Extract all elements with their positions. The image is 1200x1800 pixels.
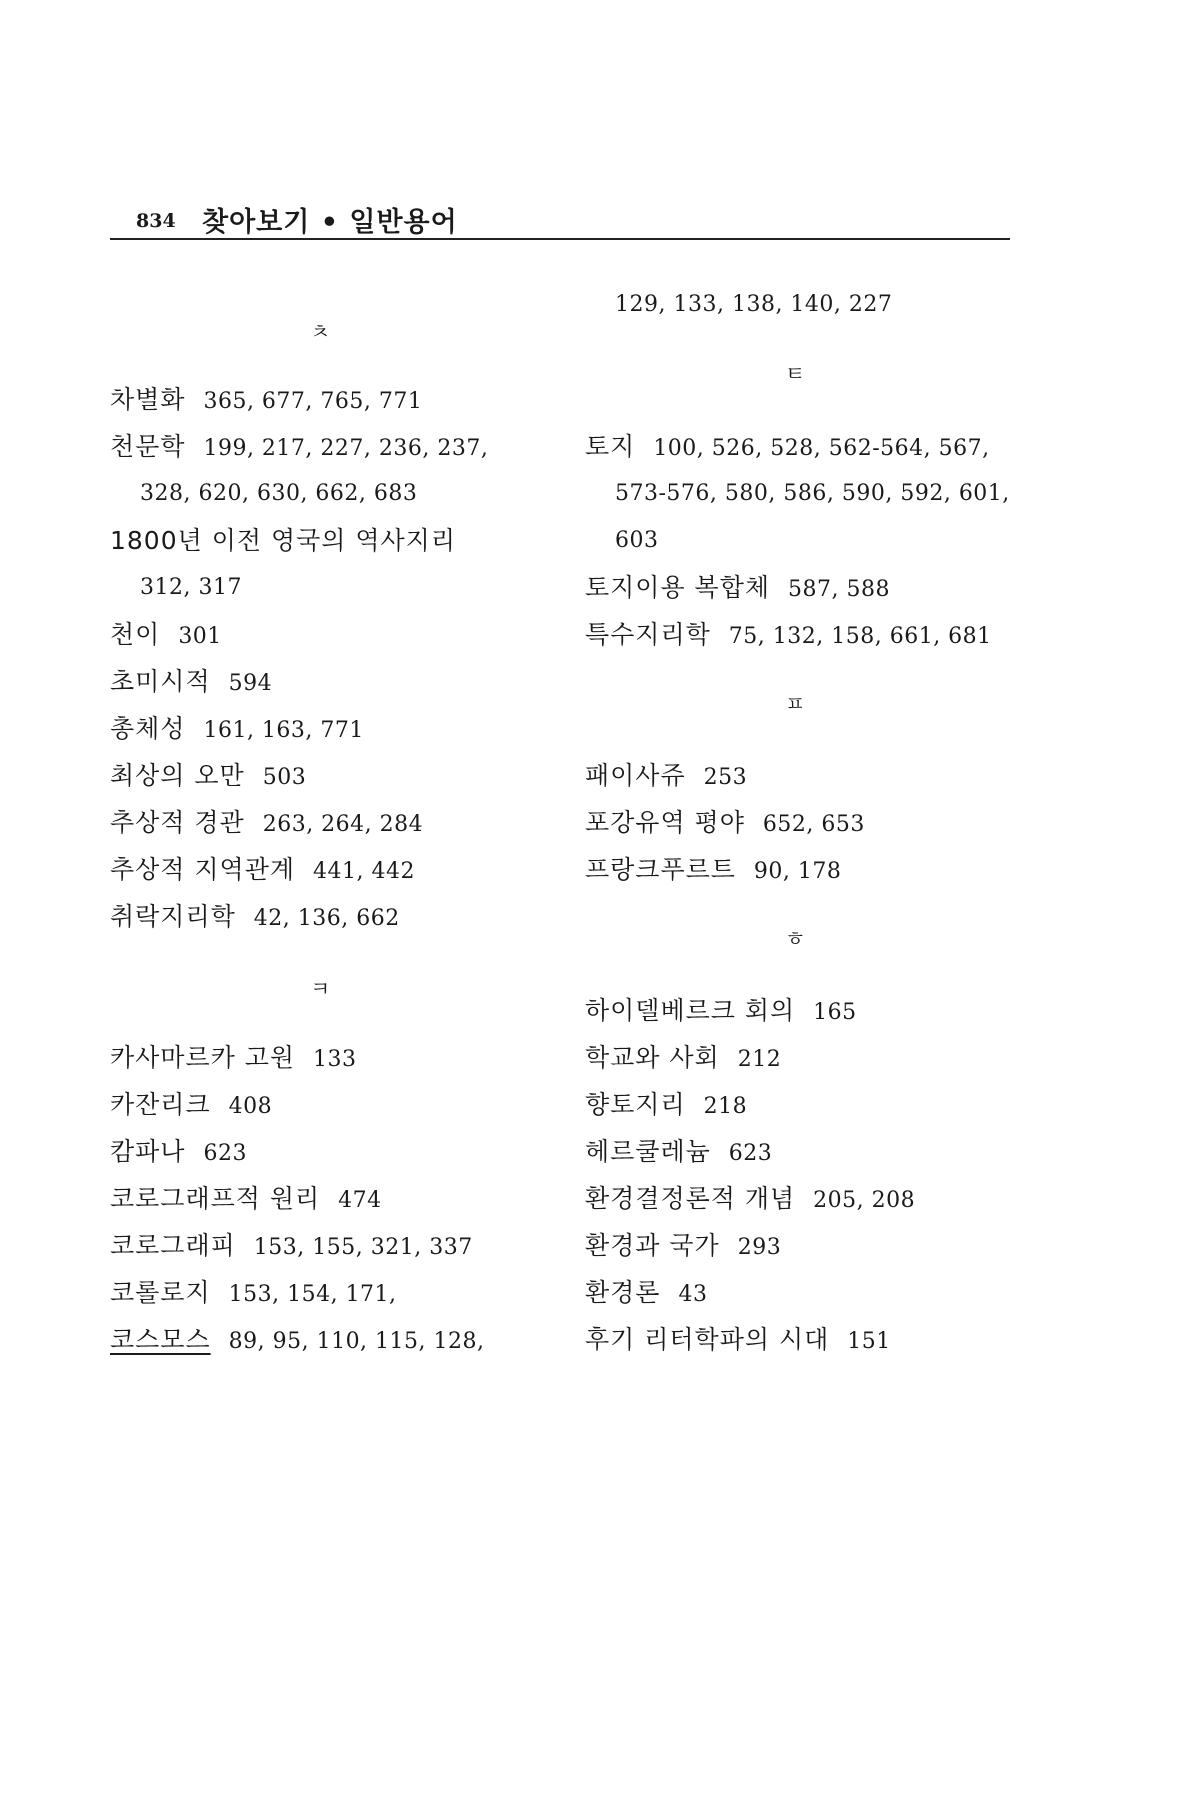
index-entry <box>585 620 992 652</box>
index-entry <box>585 1325 891 1357</box>
index-entry <box>585 1278 707 1310</box>
entry-term: 코스모스 <box>110 1325 211 1354</box>
entry-term: 추상적 지역관계 <box>110 855 295 884</box>
entry-term: 1800년 이전 영국의 역사지리 <box>110 526 456 555</box>
entry-pages: 587, 588 <box>788 577 890 602</box>
entry-continuation: 312, 317 <box>140 575 242 600</box>
entry-pages: 623 <box>728 1141 773 1166</box>
index-entry <box>110 667 272 699</box>
index-entry <box>110 1043 357 1075</box>
entry-pages: 408 <box>228 1094 273 1119</box>
entry-term: 토지 <box>585 432 636 461</box>
entry-pages: 205, 208 <box>813 1188 916 1213</box>
entry-pages: 623 <box>203 1141 247 1166</box>
entry-pages: 594 <box>228 671 273 696</box>
entry-term: 하이델베르크 회의 <box>585 996 796 1025</box>
entry-term: 헤르쿨레늄 <box>585 1137 711 1166</box>
index-entry <box>585 1184 915 1216</box>
entry-term: 추상적 경관 <box>110 808 245 837</box>
index-entry <box>110 432 488 464</box>
entry-pages: 100, 526, 528, 562-564, 567, <box>653 436 990 461</box>
entry-pages: 503 <box>262 765 307 790</box>
entry-continuation: 603 <box>615 528 659 553</box>
entry-term: 차별화 <box>110 385 186 414</box>
index-entry <box>110 526 456 558</box>
entry-pages: 43 <box>678 1282 708 1307</box>
entry-term: 최상의 오만 <box>110 761 245 790</box>
index-entry <box>585 855 841 887</box>
page-title: 찾아보기 • 일반용어 <box>202 207 458 238</box>
entry-term: 카잔리크 <box>110 1090 211 1119</box>
entry-pages: 151 <box>847 1329 891 1354</box>
index-entry <box>110 1090 272 1122</box>
entry-term: 환경론 <box>585 1278 661 1307</box>
index-entry <box>585 996 857 1028</box>
entry-pages: 474 <box>338 1188 382 1213</box>
entry-term: 캄파나 <box>110 1137 186 1166</box>
index-entry <box>110 1137 247 1169</box>
entry-pages: 133 <box>313 1047 357 1072</box>
entry-pages: 212 <box>737 1047 782 1072</box>
entry-term: 코로그래피 <box>110 1231 236 1260</box>
entry-continuation: 573-576, 580, 586, 590, 592, 601, <box>615 481 1010 506</box>
entry-pages: 199, 217, 227, 236, 237, <box>203 436 489 461</box>
entry-pages: 441, 442 <box>313 859 415 884</box>
entry-pages: 161, 163, 771 <box>203 718 364 743</box>
entry-term: 초미시적 <box>110 667 211 696</box>
section-heading-p: ㅍ <box>785 692 806 716</box>
index-entry <box>110 1231 473 1263</box>
entry-pages: 153, 154, 171, <box>228 1282 397 1307</box>
entry-term: 토지이용 복합체 <box>585 573 770 602</box>
entry-pages: 42, 136, 662 <box>253 906 400 931</box>
entry-term: 포강유역 평야 <box>585 808 745 837</box>
index-entry <box>585 1137 772 1169</box>
entry-continuation: 129, 133, 138, 140, 227 <box>615 292 893 317</box>
section-heading-ch: ㅊ <box>310 320 331 344</box>
index-entry <box>585 1231 781 1263</box>
entry-term: 프랑크푸르트 <box>585 855 736 884</box>
index-entry <box>110 714 364 746</box>
entry-pages: 263, 264, 284 <box>262 812 424 837</box>
entry-term: 향토지리 <box>585 1090 686 1119</box>
index-entry <box>110 620 222 652</box>
entry-pages: 253 <box>703 765 748 790</box>
entry-term: 패이사쥬 <box>585 761 686 790</box>
entry-term: 환경과 국가 <box>585 1231 720 1260</box>
index-entry <box>585 1090 747 1122</box>
entry-term: 환경결정론적 개념 <box>585 1184 796 1213</box>
index-entry <box>585 808 865 840</box>
entry-term: 코롤로지 <box>110 1278 211 1307</box>
index-entry <box>110 855 415 887</box>
index-entry <box>585 573 890 605</box>
entry-continuation: 328, 620, 630, 662, 683 <box>140 481 418 506</box>
entry-term: 특수지리학 <box>585 620 711 649</box>
entry-term: 취락지리학 <box>110 902 236 931</box>
entry-term: 천이 <box>110 620 161 649</box>
entry-pages: 365, 677, 765, 771 <box>203 389 423 414</box>
entry-pages: 89, 95, 110, 115, 128, <box>228 1329 485 1354</box>
index-entry <box>110 902 400 934</box>
entry-pages: 293 <box>737 1235 782 1260</box>
entry-pages: 165 <box>813 1000 857 1025</box>
entry-term: 후기 리터학파의 시대 <box>585 1325 830 1354</box>
index-entry <box>110 1278 397 1310</box>
entry-term: 코로그래프적 원리 <box>110 1184 321 1213</box>
entry-term: 학교와 사회 <box>585 1043 720 1072</box>
section-heading-kh: ㅋ <box>310 977 331 1001</box>
entry-pages: 218 <box>703 1094 748 1119</box>
page-header <box>110 198 1010 240</box>
section-heading-t: ㅌ <box>785 362 806 386</box>
index-entry <box>585 761 747 793</box>
page-number: 834 <box>136 210 176 232</box>
entry-pages: 75, 132, 158, 661, 681 <box>728 624 992 649</box>
index-entry <box>110 761 306 793</box>
entry-pages: 301 <box>178 624 222 649</box>
entry-term: 카사마르카 고원 <box>110 1043 295 1072</box>
index-entry <box>585 1043 781 1075</box>
index-entry <box>110 808 423 840</box>
index-entry <box>110 385 422 417</box>
entry-pages: 652, 653 <box>762 812 865 837</box>
section-heading-h: ㅎ <box>785 927 806 951</box>
entry-pages: 153, 155, 321, 337 <box>253 1235 473 1260</box>
entry-pages: 90, 178 <box>753 859 842 884</box>
index-entry <box>110 1325 485 1357</box>
index-entry <box>585 432 990 464</box>
entry-term: 총체성 <box>110 714 186 743</box>
entry-term: 천문학 <box>110 432 186 461</box>
index-entry <box>110 1184 382 1216</box>
